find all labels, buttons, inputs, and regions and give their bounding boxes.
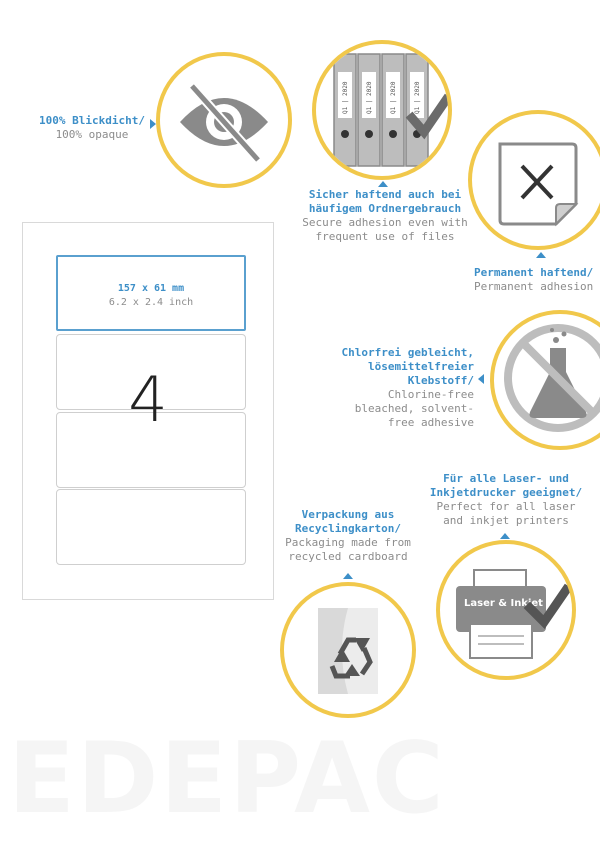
binders-circle [312, 40, 452, 180]
labels-per-sheet: 4 [128, 363, 168, 436]
printers-pointer [500, 533, 510, 539]
printers-caption: Für alle Laser- und Inkjetdrucker geeignet/ Perfect for all laser and inkjet printers [429, 472, 583, 527]
permanent-circle [468, 110, 600, 250]
brand-watermark: EDEPAC [8, 722, 446, 836]
sticker-x-icon [472, 114, 600, 246]
spine-label: Q1 | 2020 [390, 81, 397, 114]
permanent-caption: Permanent haftend/ Permanent adhesion [474, 266, 594, 293]
label-selected [56, 255, 246, 331]
binders-pointer [378, 181, 388, 187]
binders-check-icon [316, 44, 448, 176]
printer-label: Laser & Inkjet [464, 598, 543, 609]
label-sheet [22, 222, 274, 600]
packaging-caption: Verpackung aus Recyclingkarton/ Packaging made from recycled cardboard [285, 508, 411, 563]
label-size-mm: 157 x 61 mm [117, 283, 185, 294]
eye-slash-icon [160, 56, 288, 184]
spine-label: Q1 | 2020 [366, 81, 373, 114]
spine-label: Q1 | 2020 [342, 81, 349, 114]
opaque-circle [156, 52, 292, 188]
opaque-pointer [150, 119, 156, 129]
printer-check-icon [440, 544, 572, 676]
printers-circle [436, 540, 576, 680]
chlorine-caption: Chlorfrei gebleicht, lösemittelfreier Klebstoff/ Chlorine-free bleached, solvent-free adhesive [341, 346, 474, 429]
chlorine-pointer [478, 374, 484, 384]
chlorine-circle [490, 310, 600, 450]
spine-label: Q1 | 2020 [414, 81, 421, 114]
packaging-circle [280, 582, 416, 718]
label [56, 489, 246, 565]
recycle-box-icon [284, 586, 412, 714]
opaque-caption: 100% Blickdicht/ 100% opaque [39, 114, 145, 141]
binders-caption: Sicher haftend auch bei häufigem Ordnergebrauch Secure adhesion even with frequent use of files [302, 188, 468, 243]
label-size-inch: 6.2 x 2.4 inch [108, 297, 194, 308]
packaging-pointer [343, 573, 353, 579]
no-flask-icon [494, 314, 600, 446]
permanent-pointer [536, 252, 546, 258]
